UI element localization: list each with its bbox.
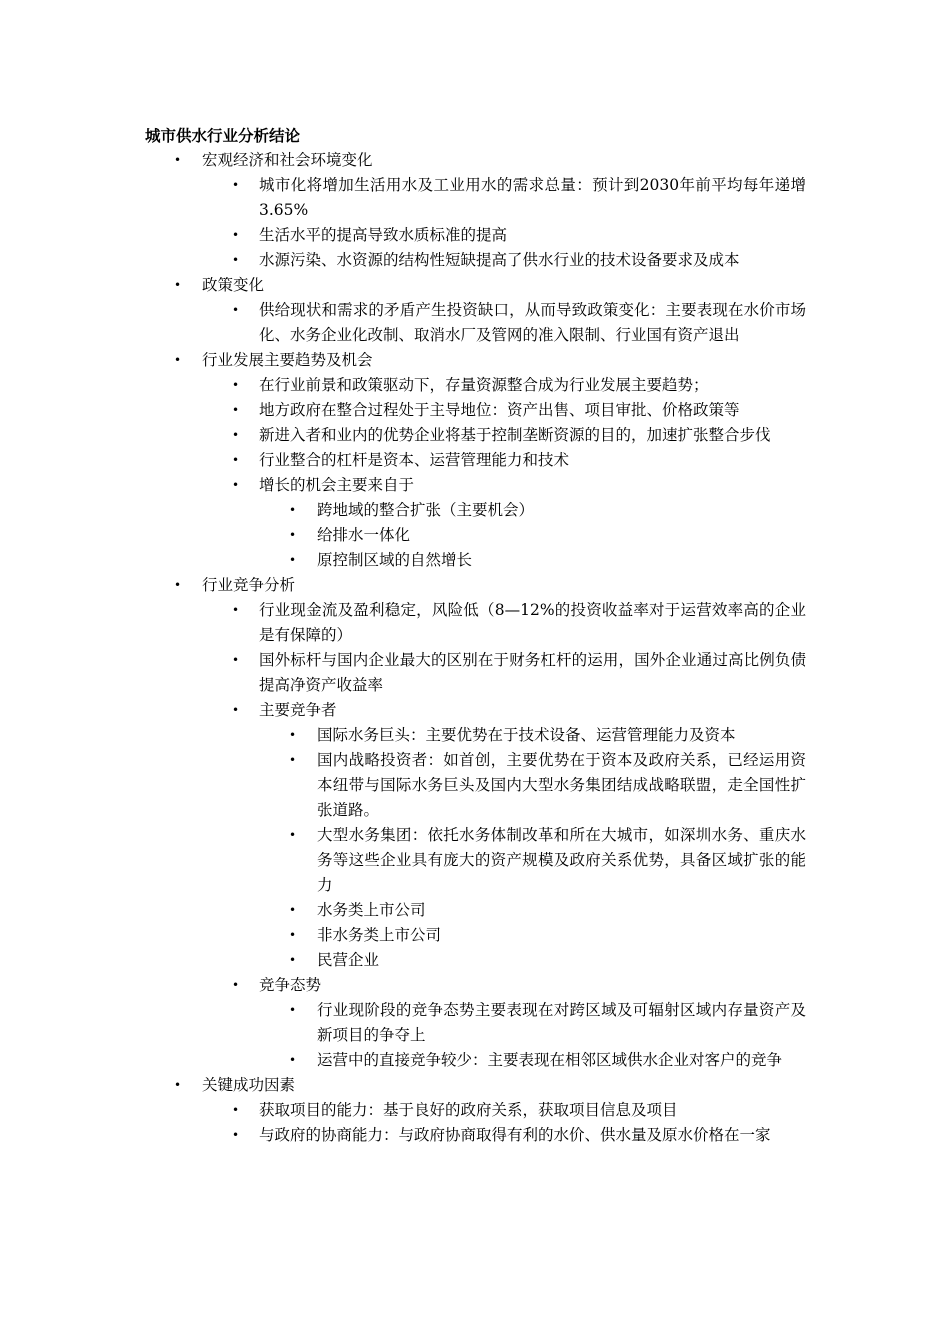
document-title: 城市供水行业分析结论: [145, 126, 301, 145]
list-item-level-3: [0, 1048, 806, 1073]
list-item-level-1: [0, 273, 806, 298]
list-item-level-3: [0, 823, 806, 898]
bullet-icon: •: [232, 478, 240, 492]
list-item-level-3: [0, 723, 806, 748]
bullet-icon: •: [289, 1053, 297, 1067]
bullet-icon: •: [232, 378, 240, 392]
list-item-text: 供给现状和需求的矛盾产生投资缺口，从而导致政策变化：主要表现在水价市场化、水务企业化改制、取消水厂及管网的准入限制、行业国有资产退出: [259, 301, 806, 344]
list-item-level-2: [0, 173, 806, 223]
list-item-level-2: [0, 373, 806, 398]
bullet-icon: •: [289, 503, 297, 517]
bullet-icon: •: [174, 578, 182, 592]
bullet-icon: •: [174, 153, 182, 167]
list-item-level-3: [0, 748, 806, 823]
list-item-text: 大型水务集团：依托水务体制改革和所在大城市，如深圳水务、重庆水务等这些企业具有庞大的资产规模及政府关系优势，具备区域扩张的能力: [317, 826, 806, 894]
list-item-level-2: [0, 1098, 806, 1123]
bullet-icon: •: [232, 178, 240, 192]
bullet-icon: •: [232, 253, 240, 267]
list-item-level-3: [0, 923, 806, 948]
list-item-text: 原控制区域的自然增长: [317, 551, 473, 569]
list-item-text: 生活水平的提高导致水质标准的提高: [259, 226, 508, 244]
bullet-icon: •: [232, 403, 240, 417]
list-item-text: 行业整合的杠杆是资本、运营管理能力和技术: [259, 451, 570, 469]
list-item-level-1: [0, 1073, 806, 1098]
list-item-text: 水务类上市公司: [317, 901, 426, 919]
list-item-level-2: [0, 423, 806, 448]
bullet-icon: •: [289, 903, 297, 917]
list-item-text: 获取项目的能力：基于良好的政府关系，获取项目信息及项目: [259, 1101, 678, 1119]
list-item-level-3: [0, 548, 806, 573]
list-item-level-2: [0, 223, 806, 248]
bullet-icon: •: [232, 1128, 240, 1142]
list-item-level-2: [0, 448, 806, 473]
bullet-list: [0, 148, 950, 1148]
list-item-text: 政策变化: [202, 276, 265, 294]
list-item-text: 水源污染、水资源的结构性短缺提高了供水行业的技术设备要求及成本: [259, 251, 740, 269]
list-item-text: 地方政府在整合过程处于主导地位：资产出售、项目审批、价格政策等: [259, 401, 740, 419]
list-item-text: 非水务类上市公司: [317, 926, 442, 944]
list-item-level-1: [0, 348, 806, 373]
list-item-text: 国外标杆与国内企业最大的区别在于财务杠杆的运用，国外企业通过高比例负债提高净资产收益率: [259, 651, 806, 694]
list-item-text: 竞争态势: [259, 976, 322, 994]
bullet-icon: •: [174, 353, 182, 367]
bullet-icon: •: [232, 303, 240, 317]
list-item-text: 与政府的协商能力：与政府协商取得有利的水价、供水量及原水价格在一家: [259, 1126, 771, 1144]
list-item-text: 主要竞争者: [259, 701, 337, 719]
list-item-text: 关键成功因素: [202, 1076, 296, 1094]
list-item-text: 国内战略投资者：如首创，主要优势在于资本及政府关系，已经运用资本纽带与国际水务巨头及国内大型水务集团结成战略联盟，走全国性扩张道路。: [317, 751, 806, 819]
bullet-icon: •: [289, 828, 297, 842]
bullet-icon: •: [289, 753, 297, 767]
list-item-level-2: [0, 598, 806, 648]
bullet-icon: •: [232, 453, 240, 467]
list-item-text: 跨地域的整合扩张（主要机会）: [317, 501, 535, 519]
list-item-level-2: [0, 1123, 806, 1148]
bullet-icon: •: [174, 1078, 182, 1092]
list-item-level-3: [0, 998, 806, 1048]
bullet-icon: •: [232, 428, 240, 442]
bullet-icon: •: [174, 278, 182, 292]
list-item-level-2: [0, 473, 806, 498]
list-item-level-2: [0, 698, 806, 723]
list-item-text: 新进入者和业内的优势企业将基于控制垄断资源的目的，加速扩张整合步伐: [259, 426, 771, 444]
list-item-text: 运营中的直接竞争较少：主要表现在相邻区域供水企业对客户的竞争: [317, 1051, 783, 1069]
bullet-icon: •: [232, 703, 240, 717]
list-item-level-2: [0, 248, 806, 273]
list-item-level-2: [0, 648, 806, 698]
list-item-text: 宏观经济和社会环境变化: [202, 151, 373, 169]
list-item-text: 行业现金流及盈利稳定，风险低（8—12%的投资收益率对于运营效率高的企业是有保障的）: [259, 601, 806, 644]
list-item-text: 在行业前景和政策驱动下，存量资源整合成为行业发展主要趋势；: [259, 376, 709, 394]
list-item-text: 行业现阶段的竞争态势主要表现在对跨区域及可辐射区域内存量资产及新项目的争夺上: [317, 1001, 806, 1044]
list-item-text: 国际水务巨头：主要优势在于技术设备、运营管理能力及资本: [317, 726, 736, 744]
list-item-text: 行业竞争分析: [202, 576, 296, 594]
bullet-icon: •: [289, 1003, 297, 1017]
bullet-icon: •: [289, 953, 297, 967]
list-item-level-3: [0, 498, 806, 523]
bullet-icon: •: [232, 228, 240, 242]
list-item-level-2: [0, 298, 806, 348]
list-item-level-1: [0, 148, 806, 173]
list-item-text: 民营企业: [317, 951, 380, 969]
bullet-icon: •: [289, 528, 297, 542]
bullet-icon: •: [289, 728, 297, 742]
list-item-text: 给排水一体化: [317, 526, 411, 544]
list-item-level-3: [0, 948, 806, 973]
bullet-icon: •: [232, 603, 240, 617]
list-item-text: 城市化将增加生活用水及工业用水的需求总量：预计到2030年前平均每年递增3.65%: [259, 176, 806, 219]
list-item-level-2: [0, 398, 806, 423]
bullet-icon: •: [232, 978, 240, 992]
bullet-icon: •: [232, 653, 240, 667]
list-item-level-3: [0, 898, 806, 923]
list-item-level-2: [0, 973, 806, 998]
list-item-level-3: [0, 523, 806, 548]
list-item-text: 增长的机会主要来自于: [259, 476, 415, 494]
bullet-icon: •: [289, 553, 297, 567]
bullet-icon: •: [232, 1103, 240, 1117]
list-item-text: 行业发展主要趋势及机会: [202, 351, 373, 369]
bullet-icon: •: [289, 928, 297, 942]
list-item-level-1: [0, 573, 806, 598]
